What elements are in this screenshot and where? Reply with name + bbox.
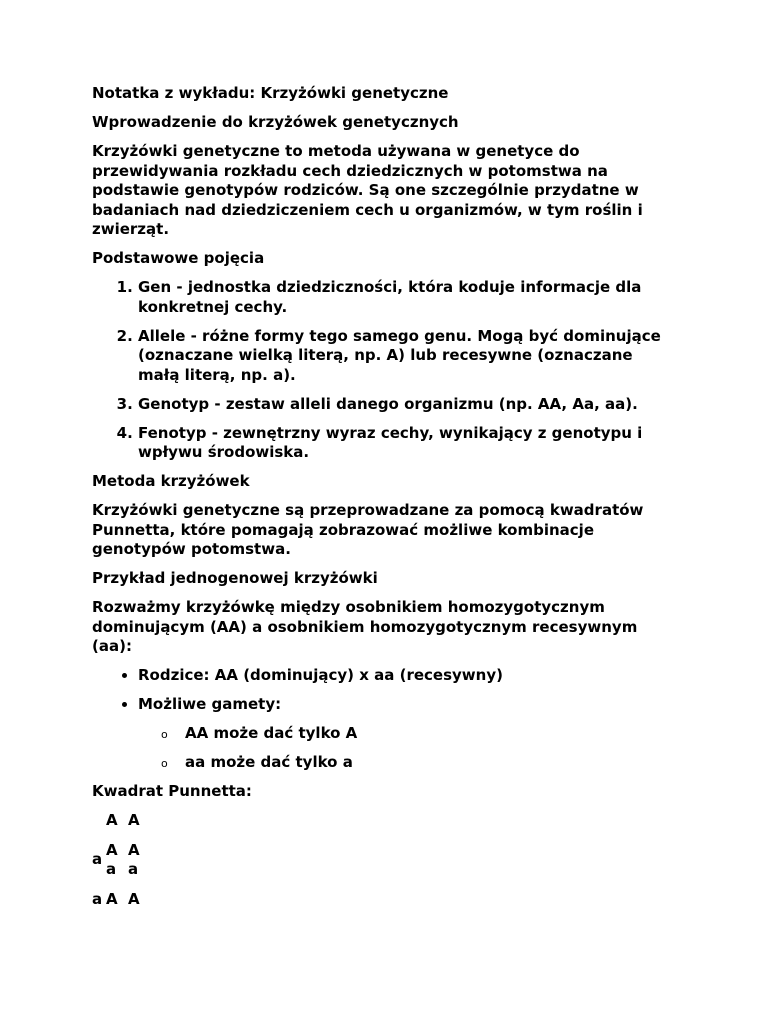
- concept-item-genotyp: 3. Genotyp - zestaw alleli danego organizmu (np. AA, Aa, aa).: [138, 395, 672, 415]
- punnett-cell-allele: A: [128, 889, 140, 908]
- punnett-cell: [128, 890, 150, 910]
- punnett-row-header: a: [92, 889, 103, 908]
- punnett-corner: [92, 811, 106, 831]
- document-title: Notatka z wykładu: Krzyżówki genetyczne: [92, 84, 449, 102]
- concept-item-allele: 2. Allele - różne formy tego samego genu. Mogą być dominujące (oznaczane wielką literą, np. A) lub recesywne (oznaczane małą literą, np. a).: [138, 327, 672, 386]
- bullet-gametes-text: Możliwe gamety:: [138, 695, 282, 713]
- punnett-row: [92, 890, 150, 910]
- punnett-col-header: A: [128, 811, 140, 829]
- punnett-row: [92, 841, 150, 880]
- gamete-item-aa-recessive: o aa może dać tylko a: [185, 753, 672, 773]
- concept-item-fenotyp: 4. Fenotyp - zewnętrzny wyraz cechy, wynikający z genotypu i wpływu środowiska.: [138, 424, 672, 463]
- gamete-sub-list: [138, 724, 672, 773]
- gamete-item-aa-dominant: o AA może dać tylko A: [185, 724, 672, 744]
- example-bullet-list: [92, 666, 672, 773]
- bullet-item-gametes: [138, 695, 672, 773]
- example-paragraph: Rozważmy krzyżówkę między osobnikiem homozygotycznym dominującym (AA) a osobnikiem homozygotycznym recesywnym (aa):: [92, 598, 638, 655]
- method-paragraph: Krzyżówki genetyczne są przeprowadzane za pomocą kwadratów Punnetta, które pomagają zobrazować możliwe kombinacje genotypów potomstwa.: [92, 501, 644, 558]
- example-heading: Przykład jednogenowej krzyżówki: [92, 569, 378, 587]
- punnett-heading: Kwadrat Punnetta:: [92, 782, 252, 800]
- bullet-item-parents: [138, 666, 672, 686]
- punnett-cell-allele: A: [106, 889, 118, 908]
- concepts-heading: Podstawowe pojęcia: [92, 249, 265, 267]
- punnett-cell-allele: A: [106, 840, 118, 859]
- punnett-square: [92, 811, 150, 909]
- method-heading: Metoda krzyżówek: [92, 472, 250, 490]
- punnett-cell-allele: A: [128, 840, 140, 859]
- punnett-row-header: a: [92, 850, 103, 869]
- bullet-parents-text: Rodzice: AA (dominujący) x aa (recesywny): [138, 666, 503, 684]
- concepts-list: [92, 278, 672, 463]
- punnett-header-row: [92, 811, 150, 831]
- punnett-cell-allele: a: [106, 860, 117, 878]
- concept-item-gen: 1. Gen - jednostka dziedziczności, która koduje informacje dla konkretnej cechy.: [138, 278, 672, 317]
- punnett-cell: [106, 890, 128, 910]
- intro-heading: Wprowadzenie do krzyżówek genetycznych: [92, 113, 459, 131]
- intro-paragraph: Krzyżówki genetyczne to metoda używana w genetyce do przewidywania rozkładu cech dziedzicznych w potomstwa na podstawie genotypów rodziców. Są one szczególnie przydatne w badaniach nad dziedziczeniem cech u organizmów, w tym roślin i zwierząt.: [92, 142, 643, 238]
- document-page: [92, 84, 672, 909]
- punnett-cell: [128, 841, 150, 880]
- punnett-cell: [106, 841, 128, 880]
- punnett-cell-allele: a: [128, 860, 139, 878]
- punnett-col-header: A: [106, 811, 118, 829]
